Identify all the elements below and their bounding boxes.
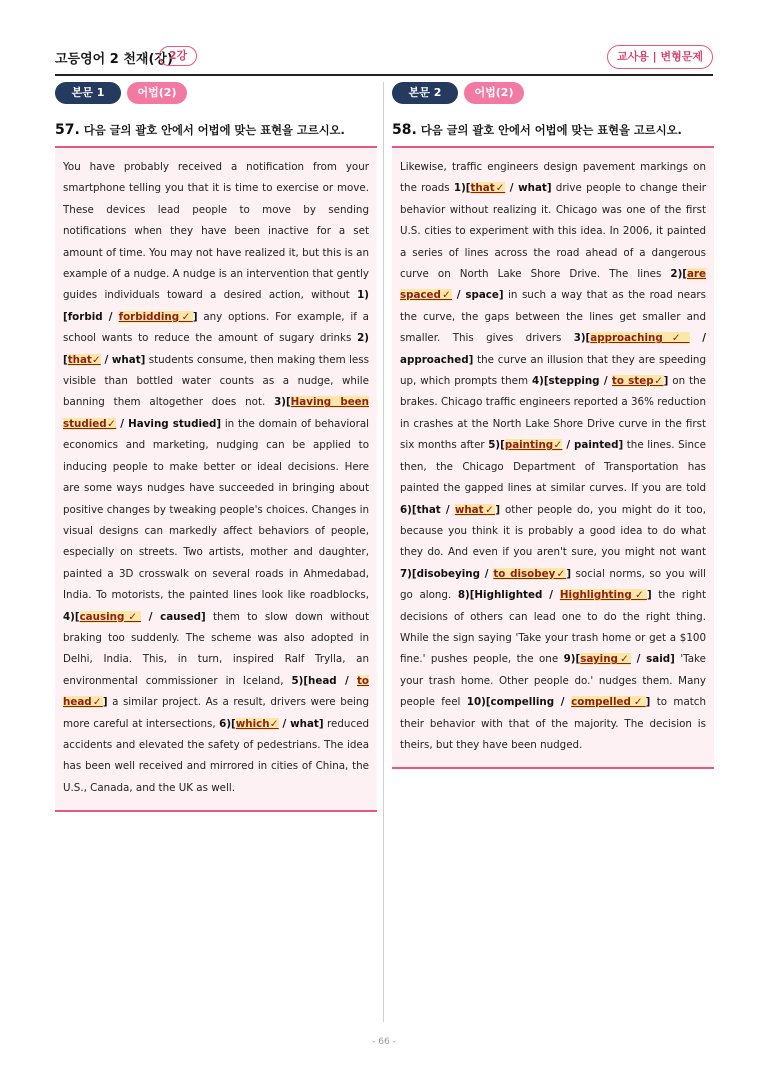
passage-text: on the brakes. Chicago traffic engineers reported a 36% reduction in crashes at the North Lake Shore Drive curve in the first six months after bbox=[400, 375, 706, 452]
blank-2: 2)[that✓ / what] bbox=[63, 332, 369, 366]
page-header bbox=[55, 44, 713, 76]
passage-text: the curve an illusion that they are speeding up, which prompts them bbox=[400, 353, 706, 388]
answer-1: forbidding✓ bbox=[118, 310, 193, 323]
passage-text: a similar project. As a result, drivers were being more careful at intersections, bbox=[63, 696, 369, 730]
blank-10: 10)[compelling / compelled✓] bbox=[466, 696, 651, 709]
blank-8: 8)[Highlighted / Highlighting✓] bbox=[457, 589, 652, 602]
passage-text: Likewise, traffic engineers design pavement markings on the roads bbox=[400, 161, 706, 195]
answer-10: compelled✓ bbox=[571, 696, 646, 709]
answer-4: causing✓ bbox=[79, 610, 142, 623]
blank-6: 6)[which✓ / what] bbox=[219, 717, 324, 730]
answer-5: painting✓ bbox=[504, 439, 563, 452]
blank-4: 4)[causing✓ / caused] bbox=[63, 610, 206, 623]
passage-text: social norms, so you will go along. bbox=[400, 567, 706, 602]
answer-3: Having been studied✓ bbox=[63, 396, 369, 430]
passage-tag: 본문 2 bbox=[392, 82, 458, 104]
passage-text: to match their behavior with that of the majority. The decision is theirs, but they have been nudged. bbox=[400, 696, 706, 751]
answer-1: that✓ bbox=[470, 182, 506, 195]
passage-box bbox=[55, 148, 377, 812]
answer-8: Highlighting✓ bbox=[559, 589, 647, 602]
answer-2: that✓ bbox=[67, 353, 101, 366]
left-tags bbox=[55, 82, 377, 104]
answer-6: what✓ bbox=[454, 503, 496, 516]
type-tag: 어법(2) bbox=[464, 82, 524, 104]
book-title: 고등영어 2 천재(강) bbox=[55, 52, 173, 67]
passage-box bbox=[392, 148, 714, 769]
passage-text: reduced accidents and elevated the safety of pedestrians. The idea has been well received and mirrored in cities of China, the U.S., Canada, and the UK as well. bbox=[63, 717, 369, 794]
question-text: 다음 글의 괄호 안에서 어법에 맞는 표현을 고르시오. bbox=[420, 124, 682, 137]
left-column bbox=[55, 82, 377, 812]
page-number: - 66 - bbox=[372, 1037, 396, 1047]
question-number: 57. bbox=[55, 122, 80, 138]
passage-text: drive people to change their behavior without realizing it. Chicago was one of the first U.S. cities to experiment with this idea. In 2006, it painted a series of lines across the road ahead of a dangerous curve on North Lake Shore Drive. The lines bbox=[400, 182, 706, 281]
question-title bbox=[55, 122, 377, 148]
edition-badge: 교사용 | 변형문제 bbox=[607, 45, 713, 69]
blank-2: 2)[are spaced✓ / space] bbox=[400, 268, 706, 302]
passage-text: students consume, then making them less visible than bottled water counts as a nudge, while banning them altogether does not. bbox=[63, 353, 369, 409]
right-tags bbox=[392, 82, 714, 104]
answer-6: which✓ bbox=[235, 717, 279, 730]
question-number: 58. bbox=[392, 122, 417, 138]
passage-tag: 본문 1 bbox=[55, 82, 121, 104]
blank-4: 4)[stepping / to step✓] bbox=[531, 375, 669, 388]
passage-text: You have probably received a notification from your smartphone telling you that it is time to exercise or move. These devices lead people to move by sending notifications when they have been inactive for a set amount of time. You may not have realized it, but this is an example of a nudge. A nudge is an intervention that gently guides individuals toward a desired action, without bbox=[63, 161, 369, 302]
blank-1: 1)[that✓ / what] bbox=[453, 182, 552, 195]
blank-5: 5)[head / to head✓] bbox=[63, 674, 369, 709]
answer-9: saying✓ bbox=[580, 653, 631, 666]
answer-7: to disobey✓ bbox=[493, 567, 567, 580]
column-divider bbox=[383, 82, 384, 1022]
answer-3: approaching✓ bbox=[590, 332, 690, 345]
passage-text: in the domain of behavioral economics and marketing, nudging can be applied to inducing people to make better or ideal decisions. Here are some ways nudges have succeeded in bringing about positive changes by tweaking people's choices. Changes in visual designs can markedly affect behaviors of people, especially on streets. Two artists, mother and daughter, painted a 3D crosswalk on several roads in Ahmedabad, India. To motorists, the painted lines look like roadblocks, bbox=[63, 417, 369, 602]
answer-5: to head✓ bbox=[63, 674, 369, 709]
lesson-badge: 2강 bbox=[159, 46, 197, 66]
type-tag: 어법(2) bbox=[127, 82, 187, 104]
blank-6: 6)[that / what✓] bbox=[400, 503, 501, 516]
passage-text: 'Take your trash home. Other people do.' nudges them. Many people feel bbox=[400, 653, 706, 709]
blank-5: 5)[painting✓ / painted] bbox=[488, 439, 624, 452]
blank-3: 3)[approaching✓ / approached] bbox=[400, 332, 706, 366]
blank-9: 9)[saying✓ / said] bbox=[563, 653, 675, 666]
passage-text: any options. For example, if a school wants to reduce the amount of sugary drinks bbox=[63, 310, 369, 345]
answer-4: to step✓ bbox=[611, 375, 664, 388]
passage-text: in such a way that as the road nears the curve, the gaps between the lines get smaller and smaller. This gives drivers bbox=[400, 289, 706, 345]
answer-2: are spaced✓ bbox=[400, 268, 706, 302]
question-title bbox=[392, 122, 714, 148]
passage-text: the right decisions of others can lead one to do the right thing. While the sign saying 'Take your trash home or get a $100 fine.' pushes people, the one bbox=[400, 589, 707, 666]
right-column bbox=[392, 82, 714, 769]
passage-text: other people do, you might do it too, because you think it is probably a good idea to do what they do. And even if you aren't sure, you might not want bbox=[400, 503, 706, 559]
blank-7: 7)[disobeying / to disobey✓] bbox=[400, 567, 572, 580]
blank-1: 1)[forbid / forbidding✓] bbox=[63, 289, 369, 323]
blank-3: 3)[Having been studied✓ / Having studied] bbox=[63, 396, 369, 430]
question-text: 다음 글의 괄호 안에서 어법에 맞는 표현을 고르시오. bbox=[83, 124, 345, 137]
passage-text: the lines. Since then, the Chicago Department of Transportation has painted the gapped lines at similar curves. If you are told bbox=[400, 439, 706, 495]
passage-text: them to slow down without braking too suddenly. The scheme was also adopted in Delhi, India. This, in turn, inspired Ralf Trylla, an environmental commissioner in Iceland, bbox=[63, 610, 369, 687]
